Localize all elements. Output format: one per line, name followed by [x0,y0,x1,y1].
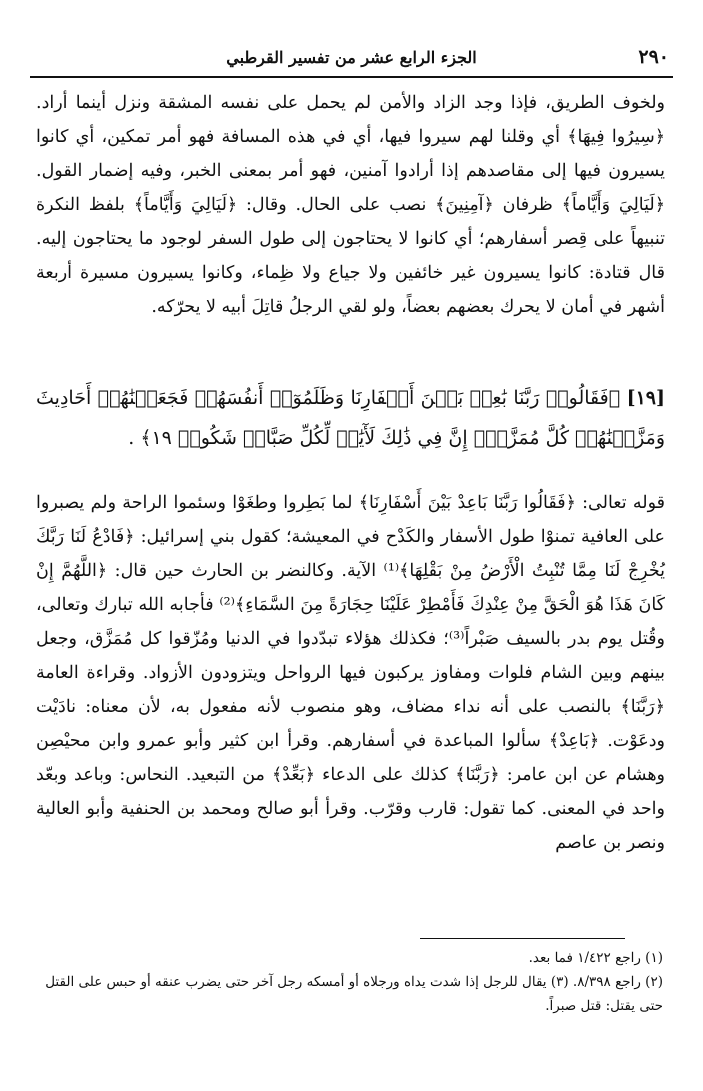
footnote: (٢) راجع ٨/٣٩٨. (٣) يقال للرجل إذا شدت يداه ورجلاه أو أمسكه رجل آخر حتى يضرب عنقه أو حبس على القتل حتى يقتل: قتل صبراً. [45,974,663,1014]
paragraph: قوله تعالى: ﴿فَقَالُوا رَبَّنَا بَاعِدْ بَيْنَ أَسْفَارِنَا﴾ لما بَطِروا وطغَوْا وسئموا الراحة ولم يصبروا على العافية تمنوْا طول الأسفار والكَدْح في المعيشة؛ كقول بني إسرائيل: ﴿فَادْعُ لَنَا رَبَّكَ يُخْرِجْ لَنَا مِمَّا تُنْبِتُ الْأَرْضُ مِنْ بَقْلِهَا﴾⁽¹⁾ الآية. وكالنضر بن الحارث حين قال: ﴿اللَّهُمَّ إِنْ كَانَ هَذَا هُوَ الْحَقَّ مِنْ عِنْدِكَ فَأَمْطِرْ عَلَيْنَا حِجَارَةً مِنَ السَّمَاءِ﴾⁽²⁾ فأجابه الله تبارك وتعالى، وقُتل يوم بدر بالسيف صَبْراً⁽³⁾؛ فكذلك هؤلاء تبدّدوا في الدنيا ومُزّقوا كل مُمَزَّق، وجعل بينهم وبين الشام فلوات ومفاوز يركبون فيها الرواحل ويتزودون الأزواد. وقراءة العامة ﴿رَبَّنَا﴾ بالنصب على أنه نداء مضاف، وهو منصوب لأنه مفعول به، لأن معناه: نادَيْت ودعَوْت. ﴿بَاعِدْ﴾ سألوا المباعدة في أسفارهم. وقرأ ابن كثير وأبو عمرو وابن محيْصِن وهشام عن ابن عامر: ﴿رَبَّنَا﴾ كذلك على الدعاء ﴿بَعِّدْ﴾ من التبعيد. النحاس: وباعد وبعّد واحد في المعنى. كما تقول: قارب وقرّب. وقرأ أبو صالح ومحمد بن الحنفية وأبو العالية ونصر بن عاصم [36,493,665,853]
footnote-divider [420,938,625,939]
commentary-text [36,486,665,860]
page-number: ٢٩٠ [638,46,669,68]
page-header [30,44,673,78]
running-title: الجزء الرابع عشر من تفسير القرطبي [226,48,477,67]
footnote: (١) راجع ١/٤٢٢ فما بعد. [528,950,663,966]
verse-text: ﴿فَقَالُوا۟ رَبَّنَا بَٰعِدۡ بَيۡنَ أَسۡفَارِنَا وَظَلَمُوٓا۟ أَنفُسَهُمۡ فَجَعَلۡنَٰهُمۡ أَحَادِيثَ وَمَزَّقۡنَٰهُمۡ كُلَّ مُمَزَّقٍۚ إِنَّ فِي ذَٰلِكَ لَأٓيَٰتٖ لِّكُلِّ صَبَّارٖ شَكُورٖ ١٩﴾ . [36,387,665,449]
main-text [36,86,665,324]
footnotes [38,946,663,1018]
quran-verse [36,378,665,458]
paragraph: ولخوف الطريق، فإذا وجد الزاد والأمن لم يحمل على نفسه المشقة ونزل أينما أراد. ﴿سِيرُوا فِيهَا﴾ أي وقلنا لهم سيروا فيها، أي في هذه المسافة فهو أمر تمكين، أي كانوا يسيرون فيها إلى مقاصدهم إذا أرادوا آمنين، فهو أمر بمعنى الخبر، وفيه إضمار القول. ﴿لَيَالِيَ وَأَيَّاماً﴾ ظرفان ﴿آمِنِينَ﴾ نصب على الحال. وقال: ﴿لَيَالِيَ وَأَيَّاماً﴾ بلفظ النكرة تنبيهاً على قِصر أسفارهم؛ أي كانوا لا يحتاجون إلى طول السفر لوجود ما يحتاجون إليه. قال قتادة: كانوا يسيرون غير خائفين ولا جياع ولا ظِماء، وكانوا يسيرون مسيرة أربعة أشهر في أمان لا يحرك بعضهم بعضاً، ولو لقي الرجلُ قاتِلَ أبيه لا يحرّكه. [36,93,665,317]
verse-number: [١٩] [626,387,665,409]
